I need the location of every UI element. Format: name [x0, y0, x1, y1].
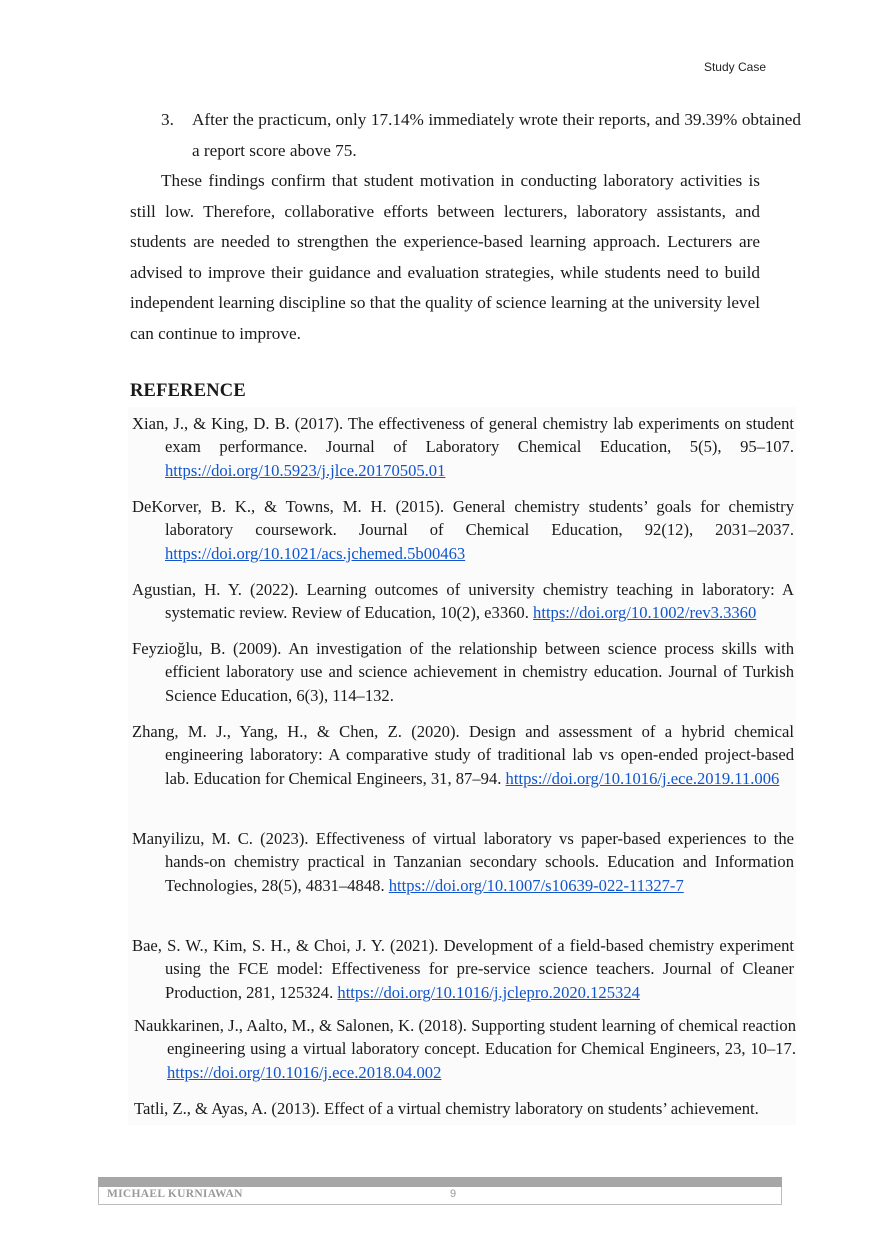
reference-item — [134, 1014, 796, 1084]
reference-text: Zhang, M. J., Yang, H., & Chen, Z. (2020). Design and assessment of a hybrid chemical engineering laboratory: A comparative study of traditional lab vs open-ended project-based lab. Education for Chemical Engineers, 31, 87–94. — [132, 722, 794, 788]
references-list — [128, 407, 796, 1125]
reference-item — [132, 578, 794, 625]
reference-link[interactable]: https://doi.org/10.1016/j.ece.2018.04.002 — [167, 1062, 442, 1082]
reference-text: Bae, S. W., Kim, S. H., & Choi, J. Y. (2021). Development of a field-based chemistry experiment using the FCE model: Effectiveness for pre-service science teachers. Journal of Cleaner Production, 281, 125324. — [132, 936, 794, 1002]
footer — [98, 1187, 782, 1205]
reference-text: Feyzioğlu, B. (2009). An investigation of the relationship between science process skills with efficient laboratory use and science achievement in chemistry education. Journal of Turkish Science Education, 6(3), 114–132. — [132, 639, 794, 705]
list-item-text: After the practicum, only 17.14% immediately wrote their reports, and 39.39% obtained a report score above 75. — [192, 110, 801, 160]
reference-text: Tatli, Z., & Ayas, A. (2013). Effect of a virtual chemistry laboratory on students’ achievement. — [134, 1099, 759, 1118]
reference-item — [132, 827, 794, 897]
page-number: 9 — [450, 1188, 457, 1200]
reference-text: Manyilizu, M. C. (2023). Effectiveness of virtual laboratory vs paper-based experiences to the hands-on chemistry practical in Tanzanian secondary schools. Education and Information Technologies, 28(5), 4831–4848. — [132, 829, 794, 895]
footer-author: MICHAEL KURNIAWAN — [107, 1188, 243, 1200]
references-heading: REFERENCE — [130, 381, 246, 401]
reference-link[interactable]: https://doi.org/10.1002/rev3.3360 — [533, 603, 757, 623]
reference-item — [132, 934, 794, 1004]
reference-item — [132, 720, 794, 790]
reference-link[interactable]: https://doi.org/10.1016/j.ece.2019.11.006 — [505, 768, 780, 788]
reference-link[interactable]: https://doi.org/10.1021/acs.jchemed.5b00463 — [165, 543, 466, 563]
reference-item — [132, 637, 794, 707]
running-header: Study Case — [703, 60, 766, 74]
list-item-number: 3. — [161, 110, 174, 129]
reference-link[interactable]: https://doi.org/10.5923/j.jlce.20170505.01 — [165, 460, 446, 480]
reference-text: Naukkarinen, J., Aalto, M., & Salonen, K. (2018). Supporting student learning of chemical reaction engineering using a virtual laboratory concept. Education for Chemical Engineers, 23, 10–17. — [134, 1016, 796, 1059]
reference-link[interactable]: https://doi.org/10.1007/s10639-022-11327-7 — [388, 875, 684, 895]
conclusion-paragraph: These findings confirm that student motivation in conducting laboratory activities is still low. Therefore, collaborative efforts between lecturers, laboratory assistants, and students are needed to strengthen the experience-based learning approach. Lecturers are advised to improve their guidance and evaluation strategies, while students need to build independent learning discipline so that the quality of science learning at the university level can continue to improve. — [130, 171, 760, 343]
reference-item — [134, 1097, 796, 1120]
numbered-list-item — [161, 105, 801, 166]
reference-text: Agustian, H. Y. (2022). Learning outcomes of university chemistry teaching in laboratory: A systematic review. Review of Education, 10(2), e3360. — [132, 580, 794, 623]
reference-link[interactable]: https://doi.org/10.1016/j.jclepro.2020.125324 — [337, 982, 640, 1002]
reference-text: Xian, J., & King, D. B. (2017). The effectiveness of general chemistry lab experiments on student exam performance. Journal of Laboratory Chemical Education, 5(5), 95–107. — [132, 414, 794, 457]
reference-item — [132, 412, 794, 482]
reference-item — [132, 495, 794, 565]
reference-text: DeKorver, B. K., & Towns, M. H. (2015). General chemistry students’ goals for chemistry laboratory coursework. Journal of Chemical Education, 92(12), 2031–2037. — [132, 497, 794, 540]
footer-rule — [98, 1177, 782, 1187]
